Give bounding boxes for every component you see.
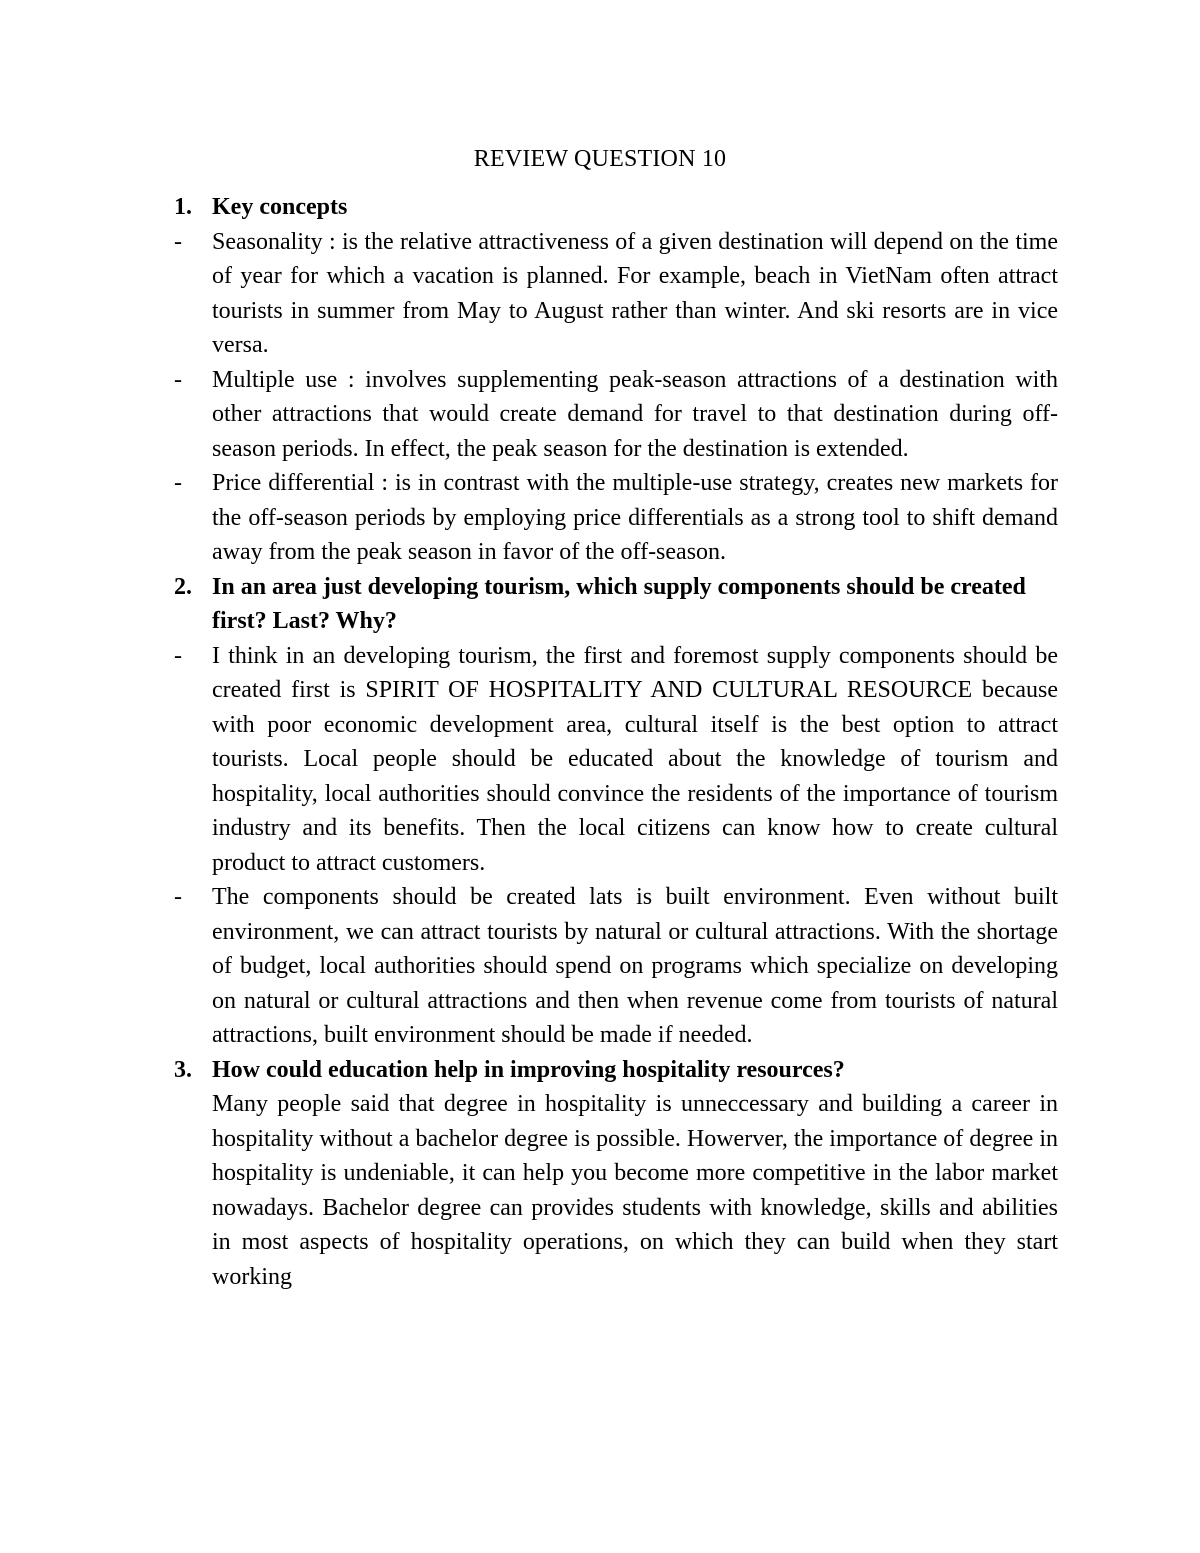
bullet-item-create-first	[174, 639, 1058, 881]
bullet-dash: -	[174, 470, 182, 496]
section-3-paragraph: Many people said that degree in hospitality is unneccessary and building a career in hospitality without a bachelor degree is possible. Howerver, the importance of degree in hospitality is undeniable, it can help you become more competitive in the labor market nowadays. Bachelor degree can provides students with knowledge, skills and abilities in most aspects of hospitality operations, on which they can build when they start working	[212, 1091, 1058, 1290]
document-title: REVIEW QUESTION 10	[473, 146, 727, 172]
section-heading-text: How could education help in improving hospitality resources?	[212, 1056, 845, 1083]
section-heading-text: Key concepts	[212, 194, 348, 220]
bullet-item-multiple-use	[174, 363, 1058, 467]
bullet-item-seasonality	[174, 225, 1058, 363]
bullet-text: The components should be created lats is built environment. Even without built environment, we can attract tourists by natural or cultural attractions. With the shortage of budget, local authorities should spend on programs which specialize on developing on natural or cultural attractions and then when revenue come from tourists of natural attractions, built environment should be made if needed.	[212, 884, 1058, 1048]
bullet-text: Seasonality : is the relative attractiveness of a given destination will depend on the time of year for which a vacation is planned. For example, beach in VietNam often attract tourists in summer from May to August rather than winter. And ski resorts are in vice versa.	[212, 228, 1058, 358]
document-body	[174, 190, 1058, 1294]
section-number: 1.	[174, 194, 192, 220]
bullet-item-create-last	[174, 880, 1058, 1053]
section-number: 3.	[174, 1056, 192, 1083]
section-1-heading	[174, 190, 1058, 225]
bullet-dash: -	[174, 366, 182, 393]
bullet-dash: -	[174, 884, 182, 910]
bullet-dash: -	[174, 642, 182, 669]
section-2-heading	[174, 570, 1058, 639]
bullet-text: Price differential : is in contrast with the multiple-use strategy, creates new markets for the off-season periods by employing price differentials as a strong tool to shift demand away from the peak season in favor of the off-season.	[212, 470, 1058, 565]
section-3-heading	[174, 1053, 1058, 1088]
bullet-text: Multiple use : involves supplementing peak-season attractions of a destination with other attractions that would create demand for travel to that destination during off-season periods. In effect, the peak season for the destination is extended.	[212, 366, 1058, 462]
bullet-item-price-differential	[174, 466, 1058, 570]
section-number: 2.	[174, 573, 192, 600]
bullet-text: I think in an developing tourism, the first and foremost supply components should be created first is SPIRIT OF HOSPITALITY AND CULTURAL RESOURCE because with poor economic development area, cultural itself is the best option to attract tourists. Local people should be educated about the knowledge of tourism and hospitality, local authorities should convince the residents of the importance of tourism industry and its benefits. Then the local citizens can know how to create cultural product to attract customers.	[212, 642, 1058, 876]
section-heading-text: In an area just developing tourism, which supply components should be created first? Last? Why?	[212, 573, 1026, 634]
bullet-dash: -	[174, 228, 182, 255]
